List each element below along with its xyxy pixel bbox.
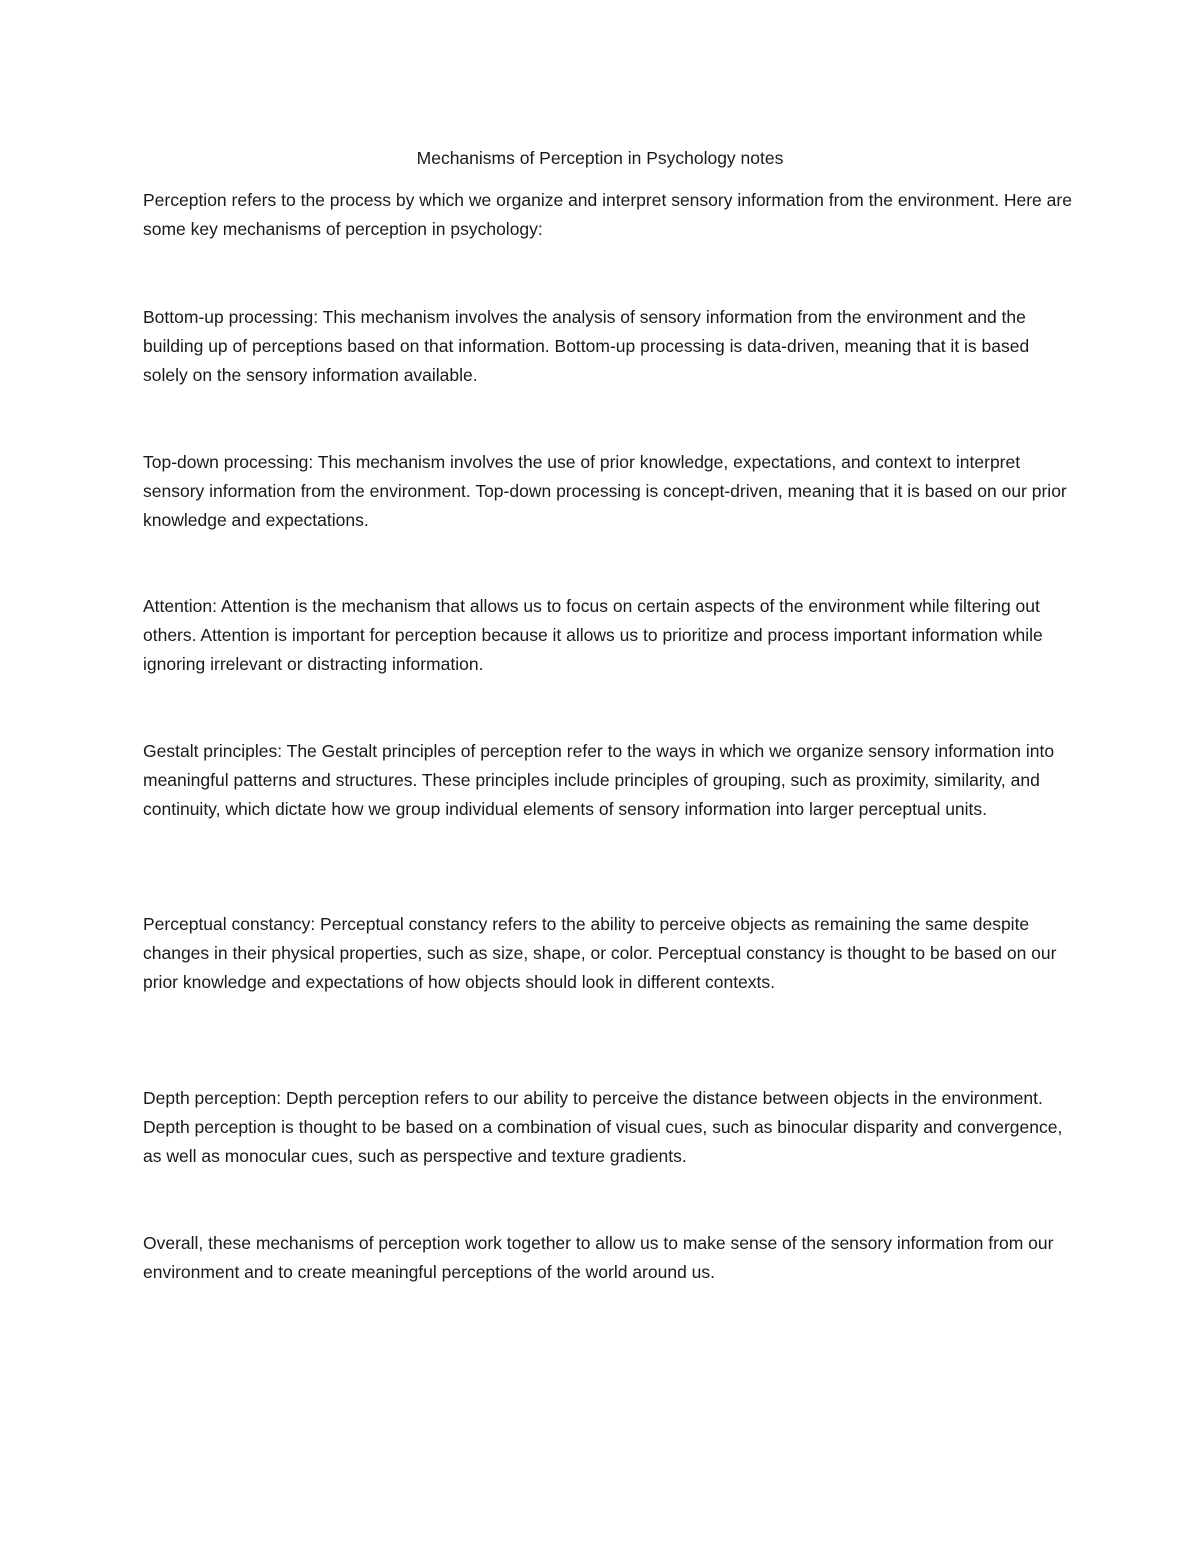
section-depth-perception: Depth perception: Depth perception refers to our ability to perceive the distance between objects in the environment. Depth perception is thought to be based on a combination of visual cues, such as binocular disparity and convergence, as well as monocular cues, such as perspective and texture gradients.	[143, 1088, 1063, 1166]
section-attention: Attention: Attention is the mechanism that allows us to focus on certain aspects of the environment while filtering out others. Attention is important for perception because it allows us to prioritize and process important information while ignoring irrelevant or distracting information.	[143, 596, 1043, 674]
section-gestalt-principles: Gestalt principles: The Gestalt principles of perception refer to the ways in which we organize sensory information into meaningful patterns and structures. These principles include principles of grouping, such as proximity, similarity, and continuity, which dictate how we group individual elements of sensory information into larger perceptual units.	[143, 741, 1055, 819]
document-title: Mechanisms of Perception in Psychology notes	[416, 148, 784, 168]
intro-paragraph: Perception refers to the process by which we organize and interpret sensory information from the environment. Here are some key mechanisms of perception in psychology:	[143, 190, 1072, 239]
section-perceptual-constancy: Perceptual constancy: Perceptual constancy refers to the ability to perceive objects as remaining the same despite changes in their physical properties, such as size, shape, or color. Perceptual constancy is thought to be based on our prior knowledge and expectations of how objects should look in different contexts.	[143, 914, 1057, 992]
section-bottom-up-processing: Bottom-up processing: This mechanism involves the analysis of sensory information from the environment and the building up of perceptions based on that information. Bottom-up processing is data-driven, meaning that it is based solely on the sensory information available.	[143, 307, 1030, 385]
conclusion-paragraph: Overall, these mechanisms of perception work together to allow us to make sense of the sensory information from our environment and to create meaningful perceptions of the world around us.	[143, 1233, 1054, 1282]
section-top-down-processing: Top-down processing: This mechanism involves the use of prior knowledge, expectations, and context to interpret sensory information from the environment. Top-down processing is concept-driven, meaning that it is based on our prior knowledge and expectations.	[143, 452, 1067, 530]
